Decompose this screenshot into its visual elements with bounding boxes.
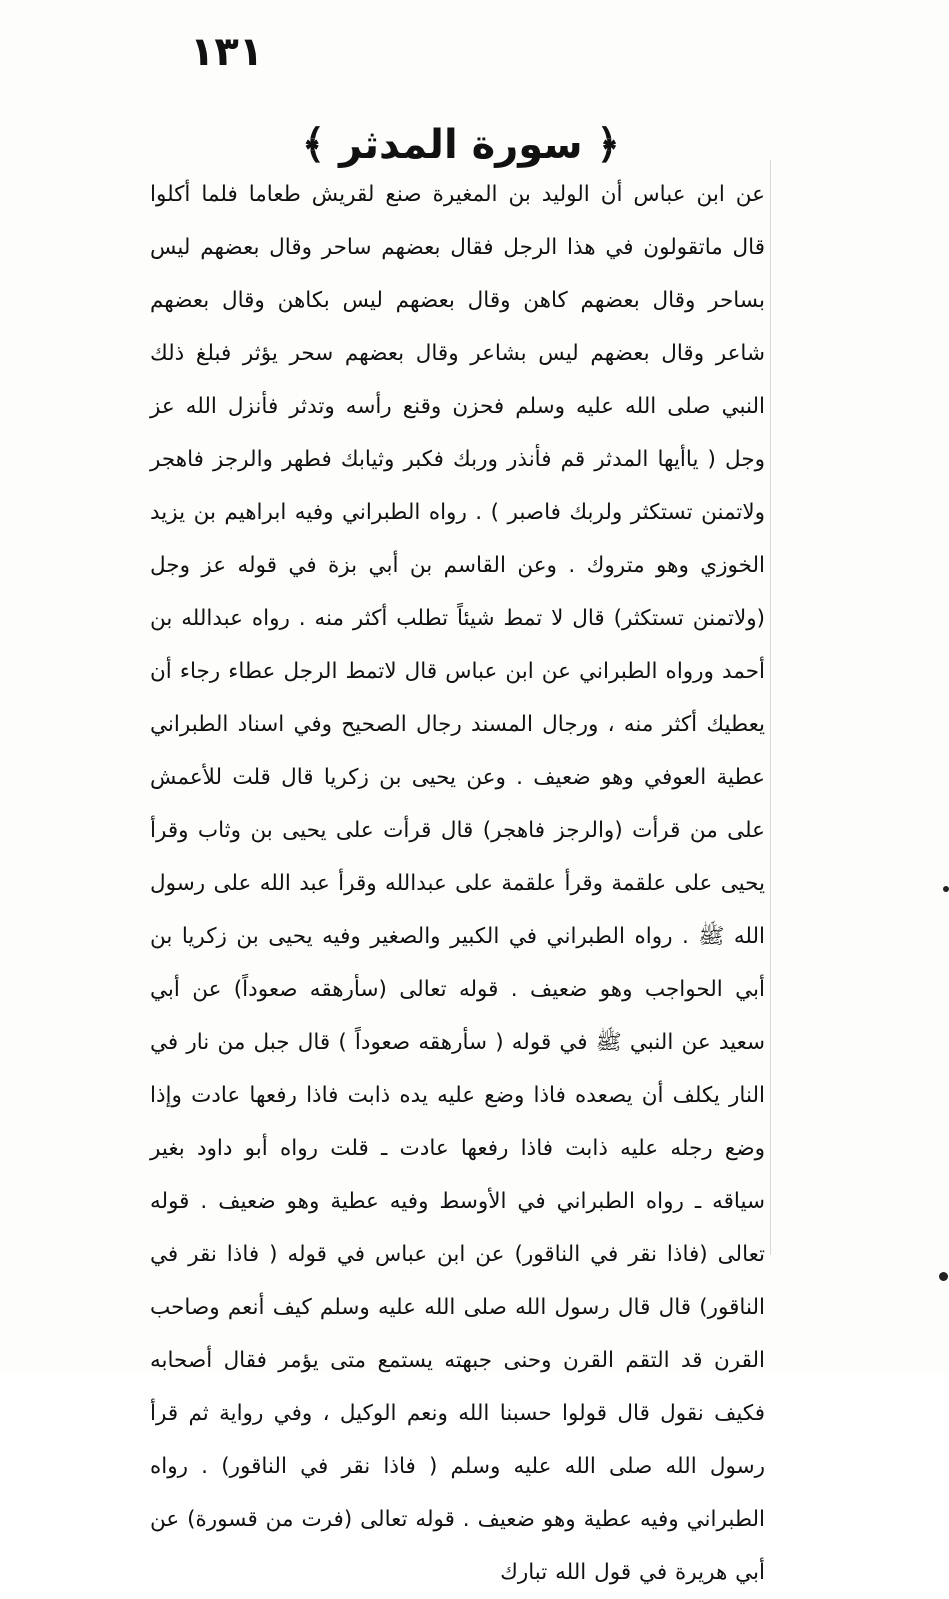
body-text: عن ابن عباس أن الوليد بن المغيرة صنع لقريش طعاما فلما أكلوا قال ماتقولون في هذا الرجل فقال بعضهم ساحر وقال بعضهم ليس بساحر وقال بعضهم كاهن وقال بعضهم ليس بكاهن وقال بعضهم شاعر وقال بعضهم ليس بشاعر وقال بعضهم سحر يؤثر فبلغ ذلك النبي صلى الله عليه وسلم فحزن وقنع رأسه وتدثر فأنزل الله عز وجل ( ياأيها المدثر قم فأنذر وربك فكبر وثيابك فطهر والرجز فاهجر ولاتمنن تستكثر ولربك فاصبر ) . رواه الطبراني وفيه ابراهيم بن يزيد الخوزي وهو متروك . وعن القاسم بن أبي بزة في قوله عز وجل (ولاتمنن تستكثر) قال لا تمط شيئاً تطلب أكثر منه . رواه عبدالله بن أحمد ورواه الطبراني عن ابن عباس قال لاتمط الرجل عطاء رجاء أن يعطيك أكثر منه ، ورجال المسند رجال الصحيح وفي اسناد الطبراني عطية العوفي وهو ضعيف . وعن يحيى بن زكريا قال قلت للأعمش على من قرأت (والرجز فاهجر) قال قرأت على يحيى بن وثاب وقرأ يحيى على علقمة وقرأ علقمة على عبدالله وقرأ عبد الله على رسول الله ﷺ . رواه الطبراني في الكبير والصغير وفيه يحيى بن زكريا بن أبي الحواجب وهو ضعيف . قوله تعالى (سأرهقه صعوداً) عن أبي سعيد عن النبي ﷺ في قوله ( سأرهقه صعوداً ) قال جبل من نار في النار يكلف أن يصعده فاذا وضع عليه يده ذابت فاذا رفعها عادت وإذا وضع رجله عليه ذابت فاذا رفعها عادت ـ قلت رواه أبو داود بغير سياقه ـ رواه الطبراني في الأوسط وفيه عطية وهو ضعيف . قوله تعالى (فاذا نقر في الناقور) عن ابن عباس في قوله ( فاذا نقر في الناقور) قال قال رسول الله صلى الله عليه وسلم كيف أنعم وصاحب القرن قد التقم القرن وحنى جبهته يستمع متى يؤمر فقال أصحابه فكيف نقول قال قولوا حسبنا الله ونعم الوكيل ، وفي رواية ثم قرأ رسول الله صلى الله عليه وسلم ( فاذا نقر في الناقور) . رواه الطبراني وفيه عطية وهو ضعيف . قوله تعالى (فرت من قسورة) عن أبي هريرة في قول الله تبارك — [150, 182, 765, 1585]
binding-margin-line — [770, 160, 771, 1255]
page-number: ١٣١ — [190, 29, 264, 75]
scan-speck — [939, 1272, 948, 1281]
scan-speck — [943, 886, 949, 892]
surah-title: ﴿ سورة المدثر ﴾ — [301, 122, 620, 168]
